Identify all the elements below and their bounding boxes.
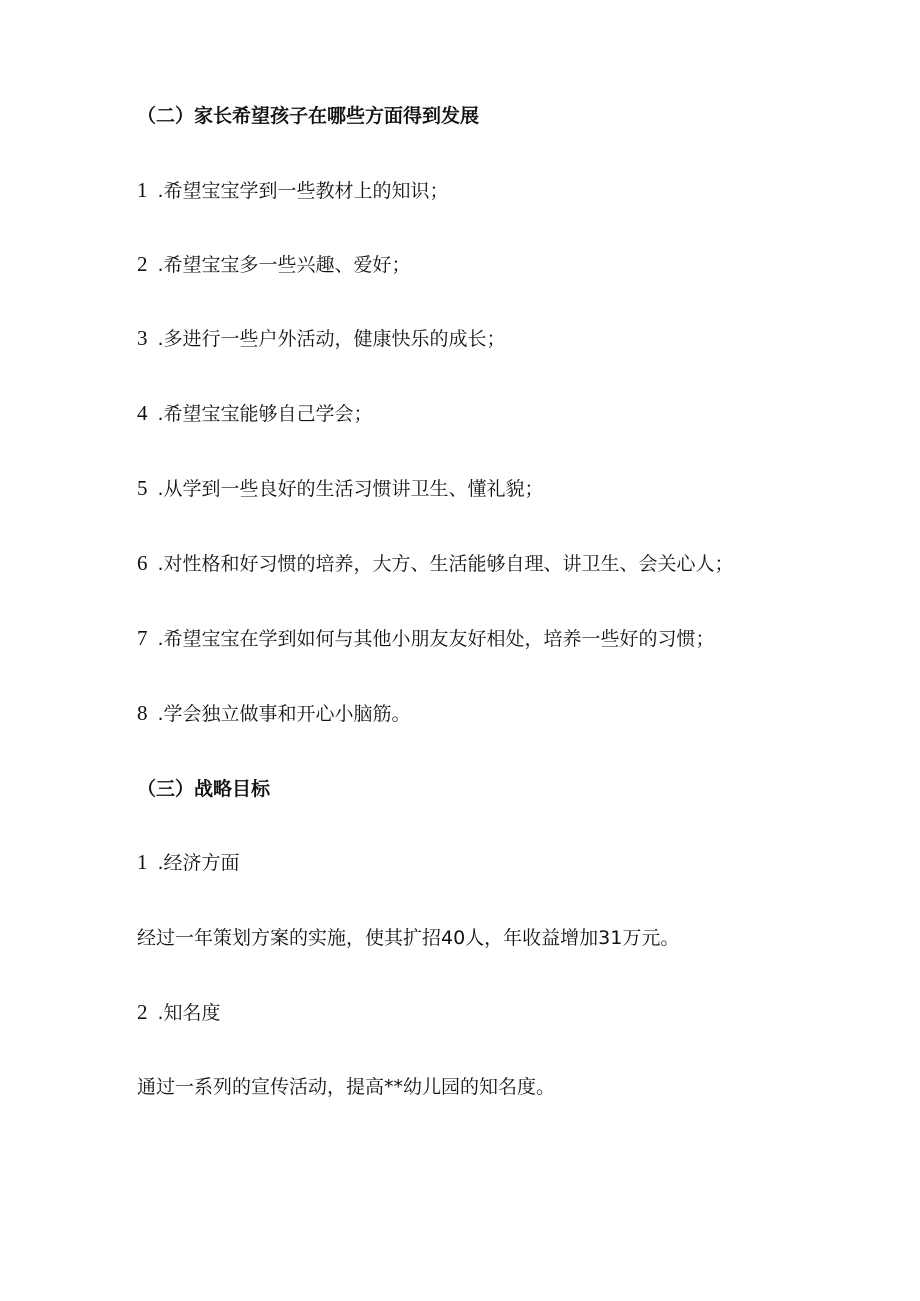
subsection-title: .经济方面 [157,852,240,874]
list-item-number: 3 [137,326,148,350]
subsection-title: .知名度 [157,1002,221,1024]
list-item-number: 1 [137,178,148,202]
list-item-text: .希望宝宝在学到如何与其他小朋友友好相处，培养一些好的习惯； [157,628,715,650]
list-item-text: .对性格和好习惯的培养，大方、生活能够自理、讲卫生、会关心人； [157,553,734,575]
list-item-text: .希望宝宝学到一些教材上的知识； [157,180,449,202]
subsection-heading-economy [137,849,240,876]
list-item-text: .从学到一些良好的生活习惯讲卫生、懂礼貌； [157,478,544,500]
list-item-number: 5 [137,476,148,500]
subsection-number: 1 [137,850,148,874]
list-item [137,475,544,502]
section-heading-parent-expectations: （二）家长希望孩子在哪些方面得到发展 [137,105,480,127]
list-item-text: .学会独立做事和开心小脑筋。 [157,703,411,725]
list-item-number: 7 [137,626,148,650]
subsection-heading-reputation [137,999,221,1026]
list-item-text: .希望宝宝能够自己学会； [157,403,373,425]
paragraph-reputation-goal: 通过一系列的宣传活动，提高**幼儿园的知名度。 [137,1076,556,1098]
list-item [137,700,411,727]
list-item-number: 4 [137,401,148,425]
section-heading-strategic-goals: （三）战略目标 [137,778,271,800]
list-item [137,177,449,204]
list-item-text: .多进行一些户外活动，健康快乐的成长； [157,328,506,350]
list-item [137,625,715,652]
list-item-number: 2 [137,252,148,276]
paragraph-economy-goal: 经过一年策划方案的实施，使其扩招40人，年收益增加31万元。 [137,927,680,949]
list-item-number: 8 [137,701,148,725]
list-item [137,251,411,278]
list-item-text: .希望宝宝多一些兴趣、爱好； [157,254,411,276]
list-item [137,400,373,427]
list-item-number: 6 [137,551,148,575]
list-item [137,325,506,352]
list-item [137,550,734,577]
subsection-number: 2 [137,1000,148,1024]
